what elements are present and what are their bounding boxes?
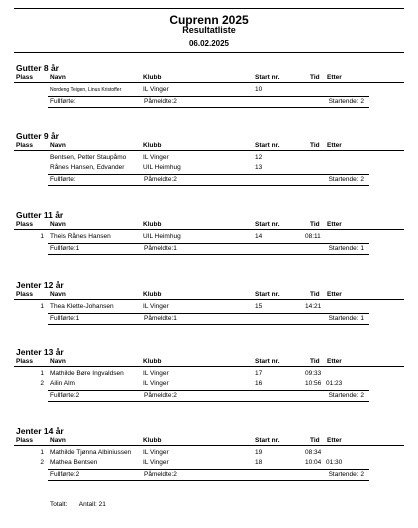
summary-rule <box>48 243 369 244</box>
column-header-etter: Etter <box>327 437 342 444</box>
table-row <box>0 86 418 95</box>
result-section <box>0 63 418 133</box>
table-row <box>0 303 418 312</box>
summary-bottom-rule <box>48 185 369 186</box>
summary-rule <box>48 390 369 391</box>
cell-tid: 10:04 <box>305 459 322 466</box>
cell-navn: Ailin Alm <box>50 380 75 387</box>
column-header-klubb: Klubb <box>143 74 162 81</box>
column-header-plass: Plass <box>16 437 33 444</box>
column-header-tid: Tid <box>310 221 320 228</box>
header-divider <box>14 150 404 151</box>
column-header-etter: Etter <box>327 291 342 298</box>
cell-tid: 08:11 <box>305 233 321 240</box>
column-header-etter: Etter <box>327 358 342 365</box>
section-title: Gutter 8 år <box>16 63 59 73</box>
column-header-klubb: Klubb <box>143 142 162 149</box>
summary-rule <box>48 313 369 314</box>
startende-count: Startende: 2 <box>328 392 364 399</box>
table-row <box>0 370 418 379</box>
column-header-tid: Tid <box>310 358 320 365</box>
cell-tid: 08:34 <box>305 449 322 456</box>
section-title: Jenter 14 år <box>16 426 64 436</box>
cell-navn: Mathilde Tjønna Albiniussen <box>50 449 132 456</box>
table-row <box>0 233 418 242</box>
fullforte-count: Fullførte:2 <box>50 471 80 478</box>
cell-klubb: UIL Heimhug <box>143 233 181 240</box>
section-title: Gutter 9 år <box>16 131 59 141</box>
header-divider <box>14 445 404 446</box>
fullforte-count: Fullførte:1 <box>50 315 80 322</box>
section-title: Gutter 11 år <box>16 210 64 220</box>
cell-etter: 01:30 <box>326 459 343 466</box>
result-section <box>0 426 418 496</box>
fullforte-count: Fullførte: <box>50 98 76 105</box>
column-header-navn: Navn <box>50 358 66 365</box>
column-header-startnr: Start nr. <box>255 291 280 298</box>
cell-navn: Nordeng Teigen, Linus Kristoffer <box>50 87 122 93</box>
column-header-tid: Tid <box>310 291 320 298</box>
cell-plass: 1 <box>40 303 44 310</box>
pameldte-count: Påmeldte:1 <box>144 245 177 252</box>
cell-navn: Theis Rånes Hansen <box>50 233 111 240</box>
header-divider <box>14 299 404 300</box>
result-section <box>0 210 418 280</box>
cell-plass: 1 <box>40 370 44 377</box>
cell-plass: 2 <box>40 459 44 466</box>
column-header-klubb: Klubb <box>143 437 162 444</box>
pameldte-count: Påmeldte:2 <box>144 471 177 478</box>
table-row <box>0 459 418 468</box>
pameldte-count: Påmeldte:2 <box>144 176 177 183</box>
column-header-tid: Tid <box>310 142 320 149</box>
summary-bottom-rule <box>48 480 369 481</box>
cell-klubb: IL Vinger <box>143 154 169 161</box>
result-section <box>0 347 418 417</box>
cell-plass: 1 <box>40 449 44 456</box>
summary-rule <box>48 469 369 470</box>
column-header-etter: Etter <box>327 74 342 81</box>
startende-count: Startende: 2 <box>328 471 364 478</box>
summary-bottom-rule <box>48 254 369 255</box>
cell-navn: Bentsen, Petter Staupåmo <box>50 154 127 161</box>
column-header-startnr: Start nr. <box>255 437 280 444</box>
column-header-plass: Plass <box>16 221 33 228</box>
pameldte-count: Påmeldte:2 <box>144 98 177 105</box>
cell-navn: Thea Klette-Johansen <box>50 303 114 310</box>
header-rule <box>14 52 404 53</box>
column-header-startnr: Start nr. <box>255 358 280 365</box>
section-title: Jenter 13 år <box>16 347 64 357</box>
column-header-startnr: Start nr. <box>255 221 280 228</box>
top-rule <box>14 8 404 9</box>
header-divider <box>14 229 404 230</box>
document-subtitle: Resultatliste <box>182 25 236 35</box>
cell-tid: 09:33 <box>305 370 322 377</box>
summary-rule <box>48 96 369 97</box>
cell-klubb: IL Vinger <box>143 380 169 387</box>
column-header-tid: Tid <box>310 437 320 444</box>
startende-count: Startende: 2 <box>328 98 364 105</box>
startende-count: Startende: 2 <box>328 176 364 183</box>
section-title: Jenter 12 år <box>16 280 64 290</box>
total-label: Totalt: <box>50 501 68 508</box>
cell-plass: 1 <box>40 233 44 240</box>
cell-klubb: IL Vinger <box>143 459 169 466</box>
cell-navn: Mathea Bentsen <box>50 459 98 466</box>
column-header-navn: Navn <box>50 437 66 444</box>
startende-count: Startende: 1 <box>328 315 364 322</box>
summary-rule <box>48 174 369 175</box>
column-header-klubb: Klubb <box>143 221 162 228</box>
total-line <box>50 501 116 508</box>
column-header-etter: Etter <box>327 221 342 228</box>
cell-plass: 2 <box>40 380 44 387</box>
cell-startnr: 15 <box>255 303 263 310</box>
column-header-klubb: Klubb <box>143 291 162 298</box>
fullforte-count: Fullførte:1 <box>50 245 80 252</box>
table-row <box>0 449 418 458</box>
column-header-navn: Navn <box>50 291 66 298</box>
document-title: Cuprenn 2025 <box>169 13 249 27</box>
header-divider <box>14 82 404 83</box>
cell-klubb: IL Vinger <box>143 86 169 93</box>
cell-klubb: IL Vinger <box>143 370 169 377</box>
cell-startnr: 19 <box>255 449 263 456</box>
cell-tid: 14:21 <box>305 303 322 310</box>
cell-navn: Rånes Hansen, Edvander <box>50 164 125 171</box>
column-header-tid: Tid <box>310 74 320 81</box>
table-row <box>0 154 418 163</box>
column-header-navn: Navn <box>50 74 66 81</box>
cell-startnr: 12 <box>255 154 263 161</box>
cell-navn: Mathilde Børe Ingvaldsen <box>50 370 124 377</box>
column-header-plass: Plass <box>16 358 33 365</box>
total-count: Antall: 21 <box>78 501 106 508</box>
cell-startnr: 13 <box>255 164 263 171</box>
cell-startnr: 18 <box>255 459 263 466</box>
cell-tid: 10:56 <box>305 380 322 387</box>
cell-klubb: IL Vinger <box>143 303 169 310</box>
column-header-etter: Etter <box>327 142 342 149</box>
cell-klubb: UIL Heimhug <box>143 164 181 171</box>
table-row <box>0 164 418 173</box>
pameldte-count: Påmeldte:2 <box>144 392 177 399</box>
cell-etter: 01:23 <box>326 380 343 387</box>
summary-bottom-rule <box>48 107 369 108</box>
column-header-startnr: Start nr. <box>255 74 280 81</box>
column-header-navn: Navn <box>50 142 66 149</box>
result-section <box>0 280 418 350</box>
column-header-startnr: Start nr. <box>255 142 280 149</box>
cell-klubb: IL Vinger <box>143 449 169 456</box>
summary-bottom-rule <box>48 401 369 402</box>
column-header-plass: Plass <box>16 142 33 149</box>
document-date: 06.02.2025 <box>188 39 230 48</box>
table-row <box>0 380 418 389</box>
header-divider <box>14 366 404 367</box>
fullforte-count: Fullførte: <box>50 176 76 183</box>
column-header-navn: Navn <box>50 221 66 228</box>
fullforte-count: Fullførte:2 <box>50 392 80 399</box>
startende-count: Startende: 1 <box>328 245 364 252</box>
cell-startnr: 10 <box>255 86 263 93</box>
column-header-klubb: Klubb <box>143 358 162 365</box>
column-header-plass: Plass <box>16 74 33 81</box>
column-header-plass: Plass <box>16 291 33 298</box>
pameldte-count: Påmeldte:1 <box>144 315 177 322</box>
cell-startnr: 14 <box>255 233 263 240</box>
summary-bottom-rule <box>48 324 369 325</box>
result-section <box>0 131 418 201</box>
cell-startnr: 16 <box>255 380 263 387</box>
cell-startnr: 17 <box>255 370 263 377</box>
